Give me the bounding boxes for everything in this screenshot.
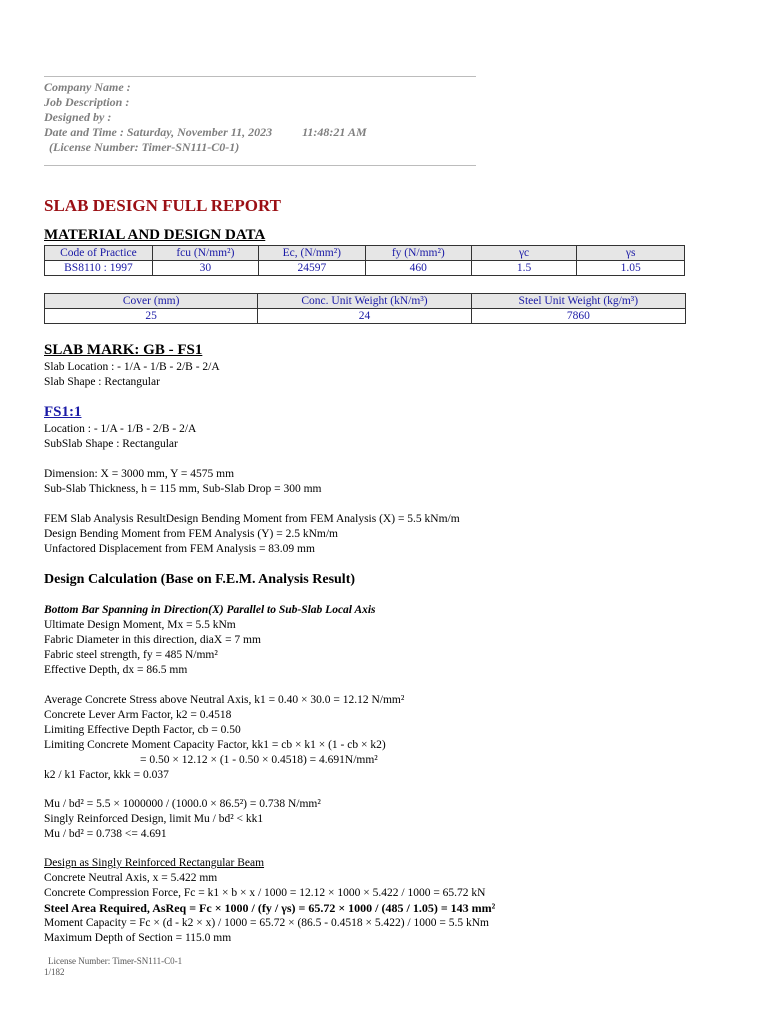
material-section-title: MATERIAL AND DESIGN DATA — [44, 227, 266, 243]
singly-reinforced-block — [44, 856, 495, 946]
calc-line: Singly Reinforced Design, limit Mu / bd² < kk1 — [44, 813, 264, 825]
concrete-factors-block — [44, 693, 404, 783]
header-cell: Cover (mm) — [45, 294, 258, 309]
displacement-text: Unfactored Displacement from FEM Analysis = 83.09 mm — [44, 543, 315, 555]
value-cell: 24597 — [258, 261, 365, 276]
weight-table-header-row — [45, 294, 686, 309]
header-divider-top — [44, 76, 476, 77]
calc-line: Effective Depth, dx = 86.5 mm — [44, 664, 188, 676]
weight-table-value-row — [45, 309, 686, 324]
date-time-line — [44, 125, 484, 140]
header-cell: Conc. Unit Weight (kN/m³) — [258, 294, 471, 309]
page-footer — [44, 956, 182, 978]
value-cell: 1.5 — [471, 261, 577, 276]
subslab-shape: SubSlab Shape : Rectangular — [44, 438, 178, 450]
neutral-axis-text: Concrete Neutral Axis, x = 5.422 mm — [44, 872, 218, 884]
value-cell: 7860 — [471, 309, 685, 324]
compression-force-text: Concrete Compression Force, Fc = k1 × b × x / 1000 = 12.12 × 1000 × 5.422 / 1000 = 65.72 kN — [44, 887, 486, 899]
material-table — [44, 245, 685, 276]
page-number: 1/182 — [44, 967, 65, 977]
fem-results — [44, 512, 460, 557]
calc-line-continued: = 0.50 × 12.12 × (1 - 0.50 × 0.4518) = 4.691N/mm² — [140, 754, 378, 766]
max-depth-text: Maximum Depth of Section = 115.0 mm — [44, 932, 232, 944]
header-cell: γc — [471, 246, 577, 261]
value-cell: 30 — [152, 261, 258, 276]
subslab-title: FS1:1 — [44, 404, 82, 420]
fem-x-text: FEM Slab Analysis ResultDesign Bending Moment from FEM Analysis (X) = 5.5 kNm/m — [44, 513, 460, 525]
slab-location: Slab Location : - 1/A - 1/B - 2/B - 2/A — [44, 361, 220, 373]
calc-line: Fabric steel strength, fy = 485 N/mm² — [44, 649, 218, 661]
dimension-text: Dimension: X = 3000 mm, Y = 4575 mm — [44, 468, 235, 480]
header-cell: Ec, (N/mm²) — [258, 246, 365, 261]
designed-by: Designed by : — [44, 110, 112, 124]
job-description: Job Description : — [44, 95, 130, 109]
company-name: Company Name : — [44, 80, 131, 94]
slab-mark-title: SLAB MARK: GB - FS1 — [44, 342, 203, 358]
calc-line: Concrete Lever Arm Factor, k2 = 0.4518 — [44, 709, 232, 721]
value-cell: 25 — [45, 309, 258, 324]
calc-line: Average Concrete Stress above Neutral Axis, k1 = 0.40 × 30.0 = 12.12 N/mm² — [44, 694, 405, 706]
calc-line: k2 / k1 Factor, kkk = 0.037 — [44, 769, 169, 781]
header-cell: fcu (N/mm²) — [152, 246, 258, 261]
report-header — [44, 80, 484, 155]
calc-line: Limiting Concrete Moment Capacity Factor, kk1 = cb × k1 × (1 - cb × k2) — [44, 739, 386, 751]
moment-check-block — [44, 797, 321, 842]
subslab-info — [44, 422, 196, 452]
calc-line: Limiting Effective Depth Factor, cb = 0.50 — [44, 724, 241, 736]
date-text: Date and Time : Saturday, November 11, 2023 — [44, 125, 273, 139]
calc-line: Ultimate Design Moment, Mx = 5.5 kNm — [44, 619, 236, 631]
header-cell: fy (N/mm²) — [365, 246, 471, 261]
singly-reinforced-title: Design as Singly Reinforced Rectangular Beam — [44, 857, 265, 869]
value-cell: 24 — [258, 309, 471, 324]
material-table-header-row — [45, 246, 685, 261]
report-title: SLAB DESIGN FULL REPORT — [44, 196, 281, 215]
calc-line: Mu / bd² = 5.5 × 1000000 / (1000.0 × 86.5²) = 0.738 N/mm² — [44, 798, 321, 810]
fem-y-text: Design Bending Moment from FEM Analysis (Y) = 2.5 kNm/m — [44, 528, 338, 540]
calc-line: Fabric Diameter in this direction, diaX = 7 mm — [44, 634, 261, 646]
weight-table — [44, 293, 686, 324]
header-cell: γs — [577, 246, 685, 261]
slab-shape: Slab Shape : Rectangular — [44, 376, 160, 388]
value-cell: BS8110 : 1997 — [45, 261, 153, 276]
design-calculation-title: Design Calculation (Base on F.E.M. Analysis Result) — [44, 572, 356, 587]
header-cell: Steel Unit Weight (kg/m³) — [471, 294, 685, 309]
calc-line: Mu / bd² = 0.738 <= 4.691 — [44, 828, 167, 840]
footer-license: License Number: Timer-SN111-C0-1 — [48, 956, 183, 966]
bottom-bar-title: Bottom Bar Spanning in Direction(X) Parallel to Sub-Slab Local Axis — [44, 604, 376, 616]
value-cell: 1.05 — [577, 261, 685, 276]
thickness-text: Sub-Slab Thickness, h = 115 mm, Sub-Slab Drop = 300 mm — [44, 483, 322, 495]
material-table-value-row — [45, 261, 685, 276]
subslab-location: Location : - 1/A - 1/B - 2/B - 2/A — [44, 423, 197, 435]
slab-info — [44, 360, 220, 390]
value-cell: 460 — [365, 261, 471, 276]
header-cell: Code of Practice — [45, 246, 153, 261]
subslab-dimensions — [44, 467, 321, 497]
steel-area-text: Steel Area Required, AsReq = Fc × 1000 / (fy / γs) = 65.72 × 1000 / (485 / 1.05) = 143 mm² — [44, 901, 496, 915]
header-divider-bottom — [44, 165, 476, 166]
moment-capacity-text: Moment Capacity = Fc × (d - k2 × x) / 1000 = 65.72 × (86.5 - 0.4518 × 5.422) / 1000 = 5.5 kNm — [44, 917, 489, 929]
license-line: (License Number: Timer-SN111-C0-1) — [49, 140, 240, 154]
time-text: 11:48:21 AM — [302, 125, 367, 139]
bottom-bar-block — [44, 603, 376, 678]
